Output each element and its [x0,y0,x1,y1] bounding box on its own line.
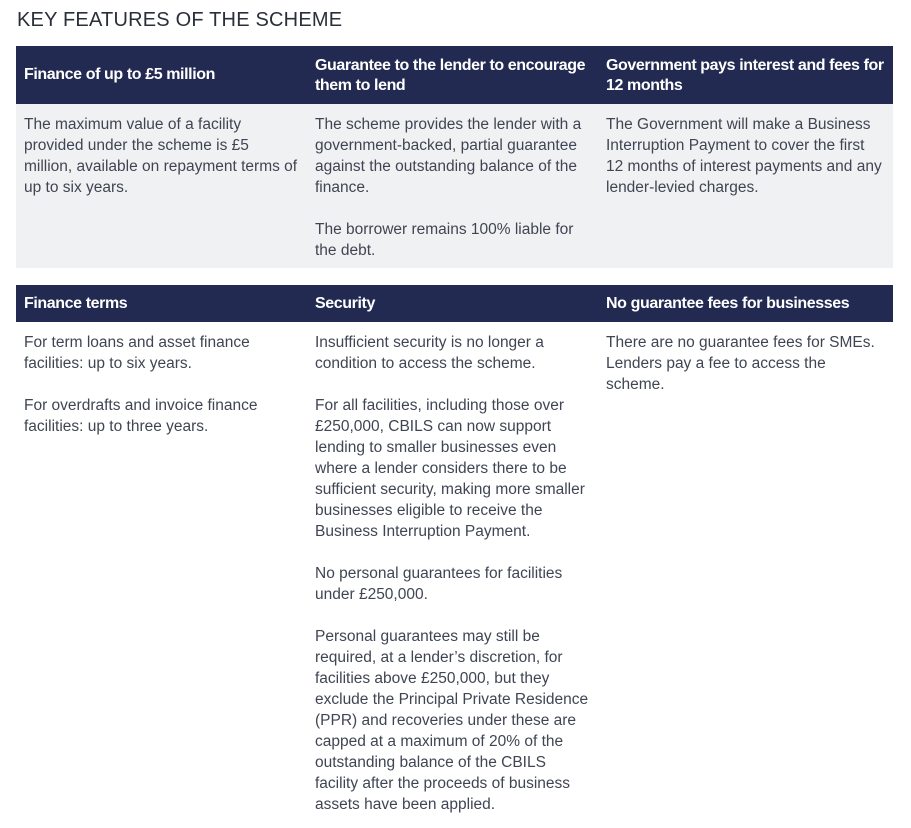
cell-paragraph: There are no guarantee fees for SMEs. Lenders pay a fee to access the scheme. [606,334,875,393]
cell-finance-amount [16,104,307,268]
header-government-pays: Government pays interest and fees for 12 months [606,57,884,94]
cell-finance-terms [16,322,307,815]
features-table-bottom [16,285,893,815]
cell-paragraph: The scheme provides the lender with a government-backed, partial guarantee against the outstanding balance of the finance. [315,116,582,196]
cell-lender-guarantee [307,104,598,268]
header-lender-guarantee: Guarantee to the lender to encourage them to lend [315,57,586,94]
header-no-guarantee-fees: No guarantee fees for businesses [606,294,850,312]
cell-paragraph: The borrower remains 100% liable for the debt. [315,221,574,259]
features-table-top [16,46,893,268]
table-header-row [16,285,893,322]
table-body-row [16,104,893,268]
cell-paragraph: For all facilities, including those over £250,000, CBILS can now support lending to smaller businesses even where a lender considers there to be sufficient security, making more smaller businesses eligible to receive the Business Interruption Payment. [315,397,585,540]
cell-paragraph: For term loans and asset finance facilities: up to six years. [24,334,250,372]
cell-paragraph: The Government will make a Business Interruption Payment to cover the first 12 months of interest payments and any lender-levied charges. [606,116,882,196]
cell-paragraph: Personal guarantees may still be required, at a lender’s discretion, for facilities above £250,000, but they exclude the Principal Private Residence (PPR) and recoveries under these are capped at a maximum of 20% of the outstanding balance of the CBILS facility after the proceeds of business assets have been applied. [315,628,589,813]
cell-paragraph: The maximum value of a facility provided under the scheme is £5 million, available on repayment terms of up to six years. [24,116,298,196]
cell-government-pays [598,104,893,268]
page-title: KEY FEATURES OF THE SCHEME [17,9,343,31]
table-body-row [16,322,893,815]
header-finance-terms: Finance terms [24,294,128,312]
cell-paragraph: For overdrafts and invoice finance facilities: up to three years. [24,397,258,435]
cell-no-guarantee-fees [598,322,893,815]
header-finance-amount: Finance of up to £5 million [24,66,215,83]
cell-security [307,322,598,815]
header-security: Security [315,294,375,312]
cell-paragraph: Insufficient security is no longer a condition to access the scheme. [315,334,544,372]
cell-paragraph: No personal guarantees for facilities under £250,000. [315,565,563,603]
table-header-row [16,46,893,104]
